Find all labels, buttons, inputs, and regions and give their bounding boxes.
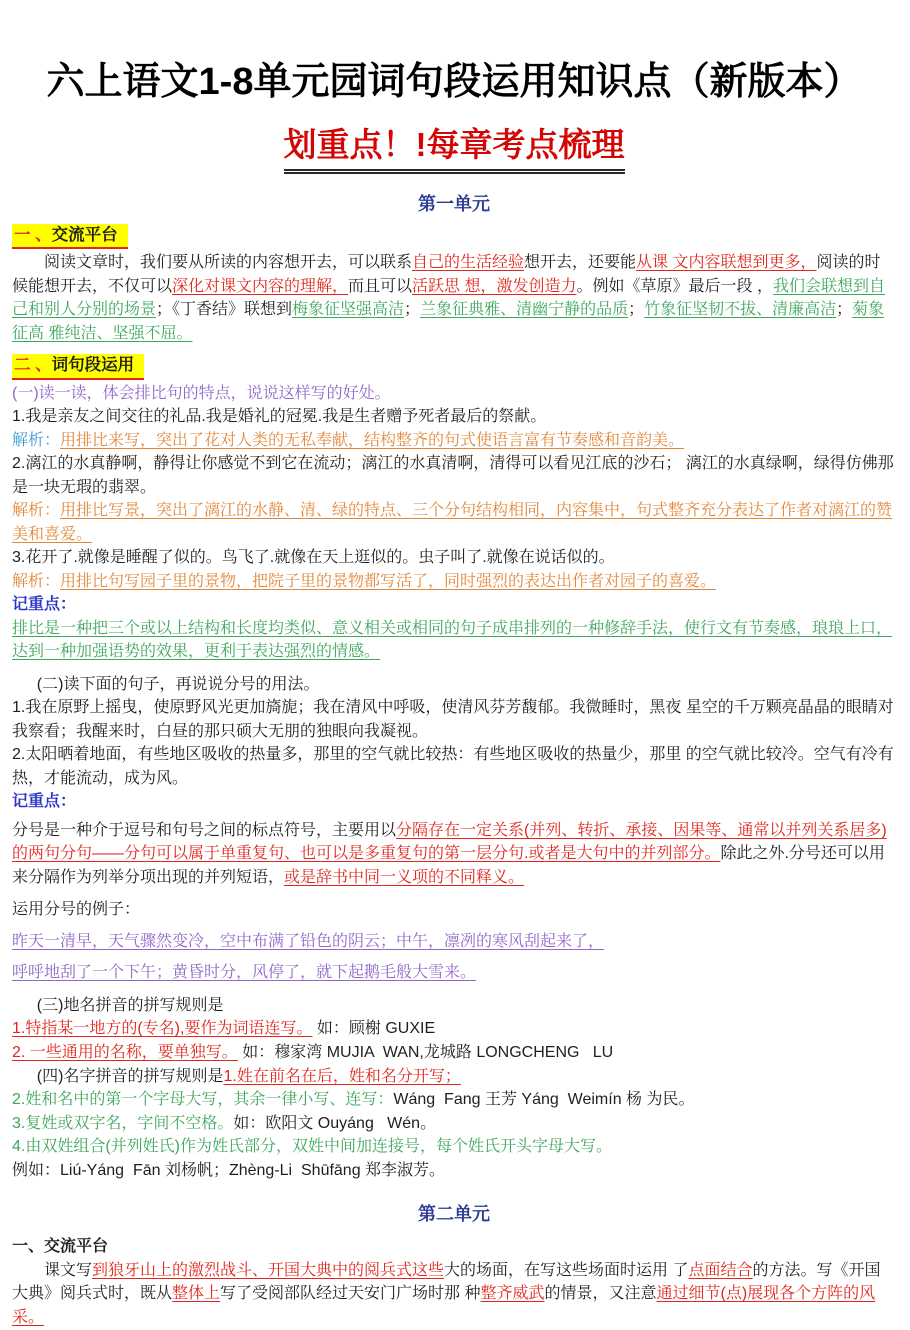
text-segment: 梅象征坚强高洁 <box>292 301 405 319</box>
text-segment: 词句段运用 <box>51 356 135 375</box>
text-segment: 。例如《草原》最后一段 ， <box>576 277 773 295</box>
unit-2-heading <box>12 1200 896 1226</box>
text-segment: 活跃思 想，激发创造力 <box>412 277 577 295</box>
text-segment: 2. 一些通用的名称，要单独写。 <box>12 1044 238 1061</box>
text-segment: 想开去，还要能 <box>524 254 637 272</box>
page-subtitle <box>12 119 896 174</box>
place-rule-2 <box>12 1041 896 1065</box>
text-segment: 竹象征坚韧不拔、清廉高洁 <box>644 301 837 319</box>
header-word-sentence-usage <box>12 354 896 379</box>
text-segment: ； <box>628 301 645 319</box>
text-segment: ；《丁香结》联想到 <box>156 301 293 319</box>
document-page <box>0 50 910 1329</box>
text-segment: (四)名字拼音的拼写规则是 <box>36 1067 224 1085</box>
text-segment: 2.太阳晒着地面，有些地区吸收的热量多，那里的空气就比较热：有些地区吸收的热量少，那里 的空气就比较冷。空气有冷有热，才能流动，成为风。 <box>12 746 894 787</box>
text-segment: 用排比句写园子里的景物，把院子里的景物都写活了，同时强烈的表达出作者对园子的喜爱。 <box>60 572 717 590</box>
text-segment: ； <box>836 301 853 319</box>
text-segment: 分号是一种介于逗号和句号之间的标点符号，主要用以 <box>12 821 397 839</box>
text-segment: 我们会联想到自己和别人分别的场景 <box>12 277 885 319</box>
text-segment: 如：顾榭 GUXIE <box>312 1020 436 1038</box>
text-segment: 阅读的时候能想开去，不仅可以 <box>12 254 881 295</box>
text-segment: 1.特指某一地方的(专名),要作为词语连写。 <box>12 1020 313 1038</box>
prompt-semicolon <box>12 673 896 697</box>
key-point-label-1 <box>12 593 896 617</box>
para-scene-writing <box>12 1259 896 1330</box>
text-segment: 的情景，又注意 <box>544 1285 657 1303</box>
text-segment: 大的场面，在写这些场面时运用 了 <box>444 1261 689 1279</box>
text-segment: 点面结合 <box>688 1261 753 1279</box>
text-segment: 1.我在原野上摇曳，使原野风光更加旖旎；我在清风中呼吸，使清风芬芳馥郁。我微睡时，黑夜 星空的千万颗亮晶晶的眼睛对我察看；我醒来时，白昼的那只硕大无朋的独眼向我凝视。 <box>12 699 894 740</box>
text-segment: 从课 文内容联想到更多， <box>636 254 817 272</box>
place-rule-1 <box>12 1017 896 1041</box>
text-segment: 自己的生活经验 <box>412 254 525 272</box>
text-segment: 如：欧阳文 Ouyáng Wén。 <box>233 1114 437 1132</box>
text-segment: 而且可以 <box>348 277 413 295</box>
text-segment: 整齐威武 <box>480 1285 545 1303</box>
text-segment: 运用分号的例子： <box>12 901 141 919</box>
text-segment: 用排比写景，突出了漓江的水静、清、绿的特点、三个分句结构相同，内容集中，句式整齐充分表达了作者对漓江的赞美和喜爱。 <box>12 502 893 543</box>
text-segment: 课文写 <box>44 1261 93 1279</box>
text-segment: 的方法。写《开国大典》阅兵式时，既从 <box>12 1261 881 1303</box>
parallel-sentence-1 <box>12 405 896 429</box>
text-segment: 一 、 <box>14 226 52 244</box>
document-body <box>12 190 896 1329</box>
key-point-label-2 <box>12 790 896 814</box>
semicolon-sentence-2 <box>12 743 896 790</box>
key-point-parallelism <box>12 617 896 664</box>
analysis-2 <box>12 499 896 546</box>
text-segment: 排比是一种把三个或以上结构和长度均类似、意义相关或相同的句子成串排列的一种修辞手法，使行文有节奏感，琅琅上口，达到一种加强语势的效果，更利于表达强烈的情感。 <box>12 619 893 661</box>
text-segment: 记重点： <box>12 793 77 811</box>
text-segment: 一、交流平台 <box>12 1238 109 1256</box>
text-segment: 昨天一清早，天气骤然变冷，空中布满了铅色的阴云；中午，凛冽的寒风刮起来了， <box>12 932 605 950</box>
text-segment: 二 、 <box>14 356 52 375</box>
text-segment: 除此之外.分号还可以用来分隔作为列举分项出现的并列短语， <box>12 845 885 886</box>
prompt-parallelism <box>12 382 896 406</box>
semicolon-example-line-2 <box>12 961 896 985</box>
text-segment: 分隔存在一定关系(并列、转折、承接、因果等、通常以并列关系居多)的两句分句——分句可以属于单重复句、也可以是多重复句的第一层分句.或者是大句中的并列部分。 <box>12 821 887 863</box>
text-segment: 例如：Liú-Yáng Fān 刘杨帆；Zhèng-Li Shūfāng 郑李淑芳。 <box>12 1161 446 1179</box>
highlight-chip <box>12 354 144 379</box>
header-exchange-platform-1 <box>12 224 896 249</box>
text-segment: 解析： <box>12 431 61 449</box>
text-segment: 1.我是亲友之间交往的礼品.我是婚礼的冠冕.我是生者赠予死者最后的祭献。 <box>12 408 547 426</box>
text-segment: Wáng Fang 王芳 Yáng Weimín 杨 为民。 <box>393 1091 695 1109</box>
semicolon-sentence-1 <box>12 696 896 743</box>
text-segment: 或是辞书中同一义项的不同释义。 <box>284 868 525 886</box>
text-segment: 如：穆家湾 MUJIA WAN,龙城路 LONGCHENG LU <box>237 1044 614 1061</box>
text-segment: 1.姓在前名在后，姓和名分开写； <box>223 1067 461 1085</box>
text-segment: 深化对课文内容的理解， <box>172 277 349 295</box>
text-segment: 用排比来写，突出了花对人类的无私奉献，结构整齐的句式使语言富有节奏感和音韵美。 <box>60 431 685 449</box>
text-segment: 兰象征典雅、清幽宁静的品质 <box>420 301 629 319</box>
highlight-chip <box>12 224 128 249</box>
text-segment: ； <box>404 301 421 319</box>
name-rule-3 <box>12 1112 896 1136</box>
semicolon-example-label <box>12 898 896 922</box>
text-segment: (一)读一读，体会排比句的特点，说说这样写的好处。 <box>12 384 391 402</box>
text-segment: 阅读文章时，我们要从所读的内容想开去，可以联系 <box>44 254 413 272</box>
text-segment: 3.花开了.就像是睡醒了似的。鸟飞了.就像在天上逛似的。虫子叫了.就像在说话似的。 <box>12 549 615 567</box>
text-segment: (三)地名拼音的拼写规则是 <box>36 996 224 1014</box>
prompt-name-pinyin <box>12 1065 896 1089</box>
text-segment: 解析： <box>12 572 61 590</box>
text-segment: 记重点： <box>12 596 77 614</box>
text-segment: 3.复姓或双字名，字间不空格。 <box>12 1114 234 1132</box>
text-segment: (二)读下面的句子，再说说分号的用法。 <box>36 675 320 693</box>
text-segment: 解析： <box>12 502 61 520</box>
text-segment: 第二单元 <box>418 1204 490 1225</box>
para-reading-expansion <box>12 251 896 345</box>
header-exchange-platform-2 <box>12 1235 896 1259</box>
text-segment: 4.由双姓组合(并列姓氏)作为姓氏部分，双姓中间加连接号，每个姓氏开头字母大写。 <box>12 1138 613 1156</box>
text-segment: 交流平台 <box>51 226 118 244</box>
text-segment: 呼呼地刮了一个下午；黄昏时分，风停了，就下起鹅毛般大雪来。 <box>12 964 477 982</box>
name-rule-example <box>12 1159 896 1183</box>
text-segment: 写了受阅部队经过天安门广场时那 种 <box>220 1285 481 1303</box>
unit-1-heading <box>12 190 896 216</box>
analysis-3 <box>12 570 896 594</box>
text-segment: 2.漓江的水真静啊，静得让你感觉不到它在流动；漓江的水真清啊，清得可以看见江底的沙石； 漓江的水真绿啊，绿得仿佛那是一块无瑕的翡翠。 <box>12 455 894 496</box>
key-point-semicolon <box>12 819 896 890</box>
text-segment: 第一单元 <box>418 194 490 214</box>
text-segment: 整体上 <box>172 1285 221 1303</box>
prompt-place-pinyin <box>12 994 896 1018</box>
semicolon-example-line-1 <box>12 930 896 954</box>
name-rule-4 <box>12 1135 896 1159</box>
text-segment: 到狼牙山上的激烈战斗、开国大典中的阅兵式这些 <box>92 1261 445 1279</box>
page-title: 六上语文1-8单元园词句段运用知识点（新版本） <box>46 61 862 103</box>
page-subtitle-text: 划重点！!每章考点梳理 <box>284 119 625 174</box>
text-segment: 菊象征高 雅纯洁、坚强不屈。 <box>12 301 885 342</box>
text-segment: 通过细节(点)展现各个方阵的风采。 <box>12 1285 876 1326</box>
analysis-1 <box>12 429 896 453</box>
name-rule-2 <box>12 1088 896 1112</box>
parallel-sentence-3 <box>12 546 896 570</box>
parallel-sentence-2 <box>12 452 896 499</box>
text-segment: 2.姓和名中的第一个字母大写，其余一律小写、连写： <box>12 1091 394 1109</box>
